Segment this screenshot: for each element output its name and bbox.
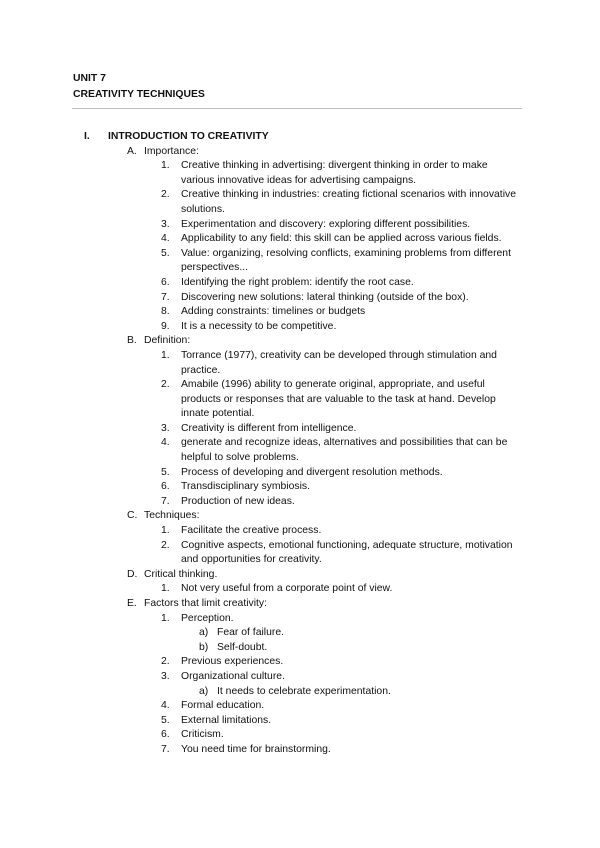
list-item-text: Organizational culture. xyxy=(181,670,285,682)
list-item-text: Previous experiences. xyxy=(181,656,284,668)
subsection-title: Critical thinking. xyxy=(144,568,218,580)
section-number: I. xyxy=(84,131,90,142)
subsection-letter: C. xyxy=(127,510,138,522)
list-item-number: 1. xyxy=(161,525,170,537)
header-divider xyxy=(72,108,522,109)
list-item-number: 1. xyxy=(161,349,170,361)
list-item-text: Process of developing and divergent resolution methods. xyxy=(181,466,443,478)
list-item xyxy=(0,305,521,320)
list-item xyxy=(0,612,521,627)
subsection-letter: A. xyxy=(127,145,137,157)
list-item-text: Creative thinking in industries: creating fictional scenarios with innovative solutions. xyxy=(181,189,516,215)
list-item xyxy=(0,159,521,188)
sub-list-item-letter: a) xyxy=(199,627,209,639)
sub-list-item-letter: a) xyxy=(199,685,209,697)
list-item-text: External limitations. xyxy=(181,714,272,726)
section-title: INTRODUCTION TO CREATIVITY xyxy=(108,131,269,142)
sub-list-item-letter: b) xyxy=(199,641,209,653)
list-item-number: 4. xyxy=(161,437,170,449)
list-item-number: 3. xyxy=(161,422,170,434)
list-item xyxy=(0,714,521,729)
list-item xyxy=(0,743,521,758)
sub-list-item-text: Self-doubt. xyxy=(217,641,268,653)
list-item-text: Creativity is different from intelligence. xyxy=(181,422,357,434)
list-item xyxy=(0,188,521,217)
list-item-number: 6. xyxy=(161,481,170,493)
subsection xyxy=(0,568,600,597)
subsection-heading xyxy=(0,145,600,160)
list-item-text: Adding constraints: timelines or budgets xyxy=(181,306,366,318)
list-item xyxy=(0,728,521,743)
subsection-title: Definition: xyxy=(144,335,191,347)
sub-list-item xyxy=(0,626,600,641)
list-item-number: 1. xyxy=(161,583,170,595)
list-item xyxy=(0,218,521,233)
list-item-text: generate and recognize ideas, alternatives and possibilities that can be helpful to solve problems. xyxy=(181,437,508,464)
sub-list-item-text: It needs to celebrate experimentation. xyxy=(217,685,391,697)
subsection xyxy=(0,334,600,509)
list-item xyxy=(0,232,521,247)
list-item xyxy=(0,655,521,670)
list-item-number: 4. xyxy=(161,233,170,245)
section-heading xyxy=(0,130,600,145)
list-item-number: 2. xyxy=(161,656,170,668)
subsection-heading xyxy=(0,568,600,583)
list-item xyxy=(0,582,521,597)
list-item-text: Not very useful from a corporate point of view. xyxy=(181,583,393,595)
list-item xyxy=(0,349,521,378)
list-item-text: Torrance (1977), creativity can be developed through stimulation and practice. xyxy=(181,349,497,376)
sub-list-item-text: Fear of failure. xyxy=(217,627,284,639)
list-item xyxy=(0,247,521,276)
list-item-number: 5. xyxy=(161,466,170,478)
list-item-number: 2. xyxy=(161,539,170,551)
subsection-title: Techniques: xyxy=(144,510,200,522)
list-item-number: 2. xyxy=(161,189,170,201)
list-item xyxy=(0,378,521,422)
list-item xyxy=(0,524,521,539)
list-item-number: 1. xyxy=(161,612,170,624)
subsection-letter: E. xyxy=(127,598,137,609)
list-item-number: 8. xyxy=(161,306,170,318)
list-item-text: Applicability to any field: this skill can be applied across various fields. xyxy=(181,233,502,245)
list-item xyxy=(0,539,521,568)
sub-list-item xyxy=(0,641,600,656)
section-introduction xyxy=(0,130,600,758)
subsection xyxy=(0,597,600,758)
list-item-text: It is a necessity to be competitive. xyxy=(181,320,337,332)
list-item xyxy=(0,276,521,291)
list-item-text: Transdisciplinary symbiosis. xyxy=(181,481,310,493)
list-item xyxy=(0,291,521,306)
list-item-number: 6. xyxy=(161,729,170,741)
list-item xyxy=(0,670,521,685)
subsection-letter: B. xyxy=(127,335,137,347)
subsection-heading xyxy=(0,334,600,349)
list-item-text: You need time for brainstorming. xyxy=(181,743,331,755)
list-item-text: Production of new ideas. xyxy=(181,495,295,507)
list-item xyxy=(0,422,521,437)
subsection xyxy=(0,145,600,335)
subsection-title: Factors that limit creativity: xyxy=(144,598,267,609)
list-item xyxy=(0,699,521,714)
unit-title: CREATIVITY TECHNIQUES xyxy=(73,89,205,100)
list-item xyxy=(0,466,521,481)
list-item-text: Experimentation and discovery: exploring different possibilities. xyxy=(181,218,471,230)
list-item xyxy=(0,320,521,335)
list-item-number: 7. xyxy=(161,291,170,303)
list-item-number: 6. xyxy=(161,276,170,288)
list-item-number: 5. xyxy=(161,714,170,726)
unit-label: UNIT 7 xyxy=(73,73,106,84)
subsection-title: Importance: xyxy=(144,145,199,157)
subsection-heading xyxy=(0,509,600,524)
subsection-heading xyxy=(0,597,600,612)
list-item xyxy=(0,495,521,510)
list-item-number: 4. xyxy=(161,700,170,712)
list-item-number: 2. xyxy=(161,379,170,391)
list-item-number: 7. xyxy=(161,743,170,755)
list-item-text: Perception. xyxy=(181,612,234,624)
subsection-letter: D. xyxy=(127,568,138,580)
list-item-text: Facilitate the creative process. xyxy=(181,525,322,537)
list-item-number: 9. xyxy=(161,320,170,332)
subsection xyxy=(0,509,600,567)
list-item-number: 3. xyxy=(161,670,170,682)
list-item-text: Creative thinking in advertising: divergent thinking in order to make various innovative ideas for advertising campaigns. xyxy=(181,160,488,186)
list-item xyxy=(0,436,521,465)
sub-list-item xyxy=(0,685,600,700)
list-item-number: 1. xyxy=(161,160,170,172)
list-item-text: Cognitive aspects, emotional functioning, adequate structure, motivation and opportunities for creativity. xyxy=(181,539,513,566)
subsection-list xyxy=(0,145,600,758)
list-item xyxy=(0,480,521,495)
list-item-text: Discovering new solutions: lateral thinking (outside of the box). xyxy=(181,291,469,303)
list-item-number: 7. xyxy=(161,495,170,507)
list-item-text: Formal education. xyxy=(181,700,265,712)
list-item-number: 3. xyxy=(161,218,170,230)
document-header xyxy=(73,71,205,103)
list-item-text: Amabile (1996) ability to generate original, appropriate, and useful products or responses that are valuable to the task at hand. Develop innate potential. xyxy=(181,379,496,420)
list-item-number: 5. xyxy=(161,247,170,259)
list-item-text: Identifying the right problem: identify the root case. xyxy=(181,276,414,288)
list-item-text: Value: organizing, resolving conflicts, examining problems from different perspectives... xyxy=(181,247,511,274)
list-item-text: Criticism. xyxy=(181,729,224,741)
